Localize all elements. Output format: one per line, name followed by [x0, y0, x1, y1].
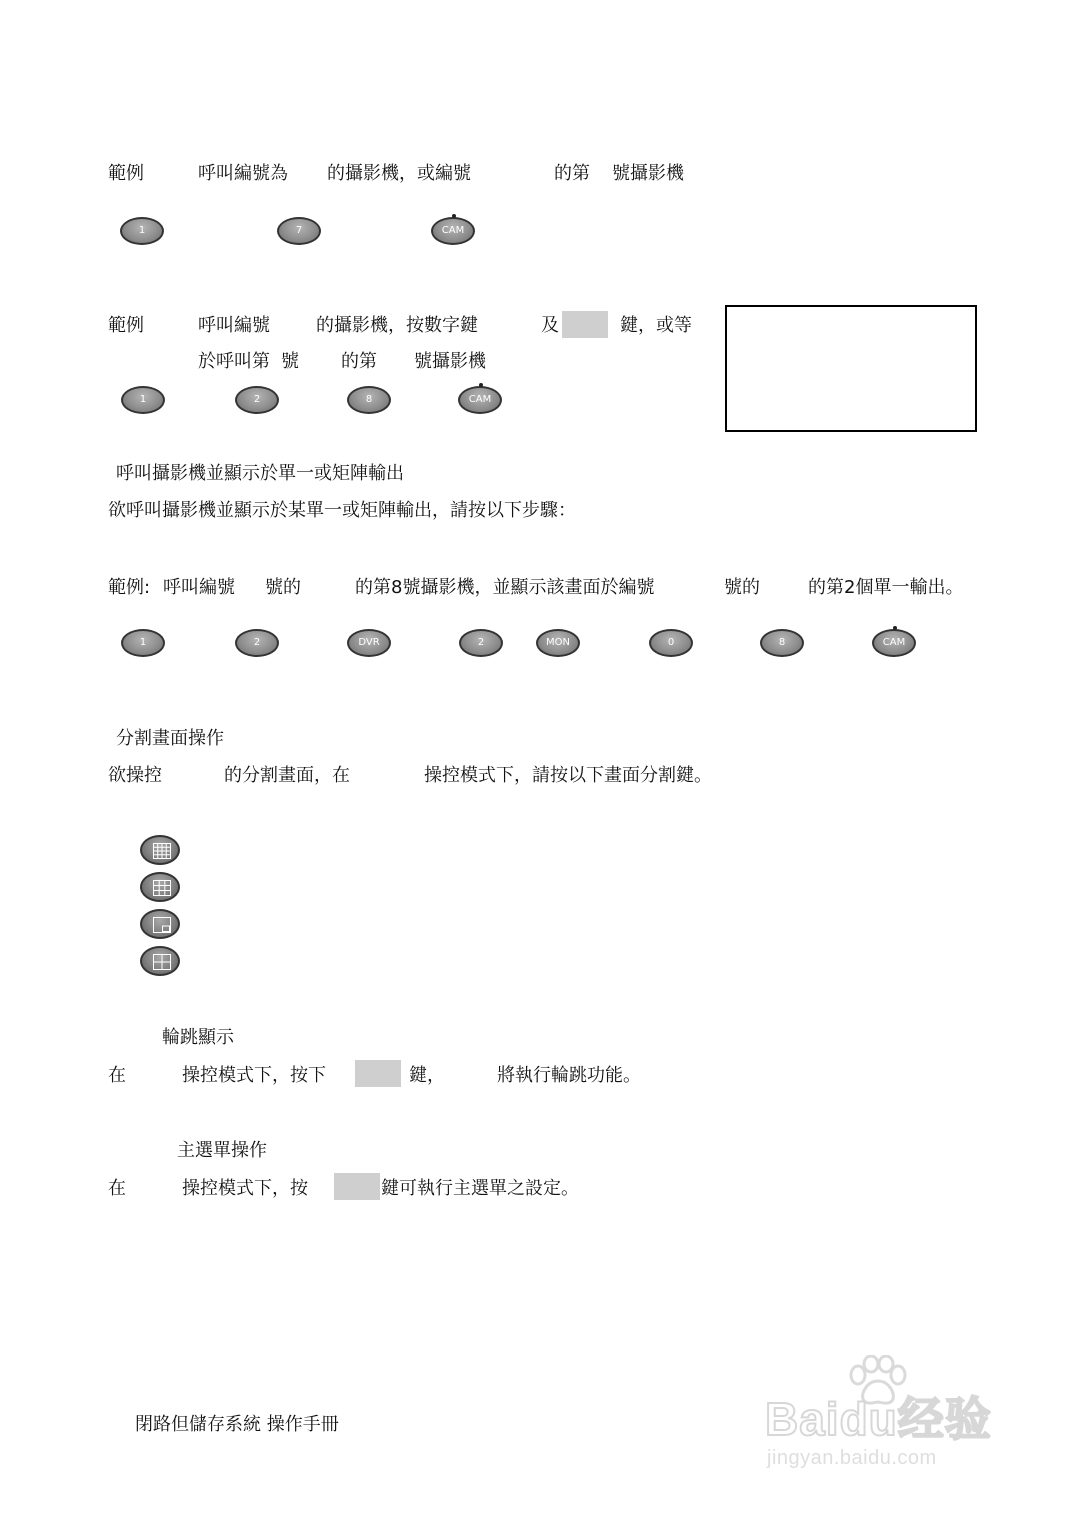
example2-text: 及	[541, 315, 559, 336]
example2-text: 於呼叫第	[198, 351, 270, 372]
cam-key-button[interactable]: CAM	[458, 386, 502, 414]
example3-text: 的第8號攝影機，並顯示該畫面於編號	[355, 577, 655, 598]
baidu-watermark	[765, 1355, 1015, 1470]
key-1-button[interactable]: 1	[121, 629, 165, 657]
section-desc: 欲操控	[108, 765, 162, 786]
example3-text: 號的	[265, 577, 301, 598]
grid-4-icon	[153, 954, 171, 970]
key-1-button[interactable]: 1	[121, 386, 165, 414]
section-heading: 輪跳顯示	[162, 1027, 234, 1048]
example3-text: 呼叫編號	[163, 577, 235, 598]
watermark-url: jingyan.baidu.com	[767, 1447, 937, 1469]
section-text: 操控模式下，按	[182, 1178, 308, 1199]
watermark-brand: Baidu经验	[765, 1393, 992, 1445]
section-heading: 主選單操作	[177, 1140, 267, 1161]
example3-label: 範例:	[108, 577, 151, 598]
grid-9-icon	[153, 880, 171, 896]
section-text: 將執行輪跳功能。	[497, 1065, 641, 1086]
example2-label: 範例	[108, 315, 144, 336]
section-heading: 呼叫攝影機並顯示於單一或矩陣輸出	[116, 463, 404, 484]
section-text: 在	[108, 1178, 126, 1199]
section-text: 在	[108, 1065, 126, 1086]
example1-label: 範例	[108, 163, 144, 184]
example2-text: 號攝影機	[414, 351, 486, 372]
example3-text: 的第2個單一輸出。	[808, 577, 964, 598]
example2-text: 呼叫編號	[198, 315, 270, 336]
section-text: 鍵可執行主選單之設定。	[381, 1178, 579, 1199]
example1-text: 的第	[554, 163, 590, 184]
example2-text: 鍵，或等	[620, 315, 692, 336]
pip-button[interactable]	[140, 909, 180, 939]
note-box	[725, 305, 977, 432]
example1-text: 號攝影機	[612, 163, 684, 184]
dvr-key-button[interactable]: DVR	[347, 629, 391, 657]
key-0-button[interactable]: 0	[649, 629, 693, 657]
grid-9-button[interactable]	[140, 872, 180, 902]
key-placeholder	[355, 1060, 401, 1087]
example1-text: 的攝影機，或編號	[327, 163, 471, 184]
grid-16-icon	[153, 843, 171, 859]
section-heading: 分割畫面操作	[116, 728, 224, 749]
pip-icon	[153, 917, 171, 933]
key-placeholder	[562, 311, 608, 338]
key-2-button[interactable]: 2	[235, 629, 279, 657]
example2-text: 的攝影機，按數字鍵	[316, 315, 478, 336]
footer-title: 閉路但儲存系統 操作手冊	[135, 1414, 339, 1435]
section-desc: 操控模式下，請按以下畫面分割鍵。	[424, 765, 712, 786]
section-desc: 欲呼叫攝影機並顯示於某單一或矩陣輸出，請按以下步驟：	[108, 500, 576, 521]
key-1-button[interactable]: 1	[120, 217, 164, 245]
mon-key-button[interactable]: MON	[536, 629, 580, 657]
grid-4-button[interactable]	[140, 946, 180, 976]
key-8-button[interactable]: 8	[347, 386, 391, 414]
section-text: 操控模式下，按下	[182, 1065, 326, 1086]
cam-key-button[interactable]: CAM	[431, 217, 475, 245]
example2-text: 的第	[341, 351, 377, 372]
section-desc: 的分割畫面，在	[224, 765, 350, 786]
example2-text: 號	[281, 351, 299, 372]
cam-key-button[interactable]: CAM	[872, 629, 916, 657]
key-placeholder	[334, 1173, 380, 1200]
key-7-button[interactable]: 7	[277, 217, 321, 245]
example3-text: 號的	[724, 577, 760, 598]
example1-text: 呼叫編號為	[198, 163, 288, 184]
key-2-button[interactable]: 2	[459, 629, 503, 657]
section-text: 鍵，	[409, 1065, 445, 1086]
key-2-button[interactable]: 2	[235, 386, 279, 414]
grid-16-button[interactable]	[140, 835, 180, 865]
key-8-button[interactable]: 8	[760, 629, 804, 657]
